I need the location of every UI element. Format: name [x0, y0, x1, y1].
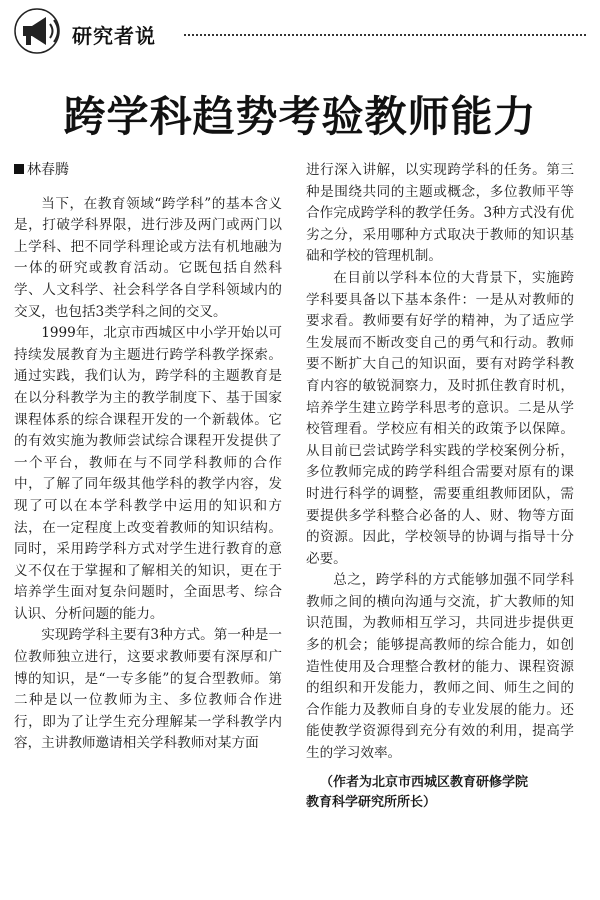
article-title: 跨学科趋势考验教师能力 [63, 92, 537, 141]
paragraph: 总之，跨学科的方式能够加强不同学科教师之间的横向沟通与交流，扩大教师的知识范围，为教师相互学习，共同进步提供更多的机会；能够提高教师的综合能力，如创造性使用及合理整合教材的能力、课程资源的组织和开发能力，教师之间、师生之间的合作能力及教师自身的专业发展的能力。还能使教学资源得到充分有效的利用，提高学生的学习效率。 [306, 572, 574, 762]
section-header [14, 8, 586, 56]
megaphone-icon [14, 8, 70, 54]
signature-line: （作者为北京市西城区教育研修学院 [320, 774, 529, 790]
paragraph-continuation: 进行深入讲解，以实现跨学科的任务。第三种是围绕共同的主题或概念，多位教师平等合作完成跨学科的教学任务。3种方式没有优劣之分，采用哪种方式取决于教师的知识基础和学校的管理机制。 [306, 162, 574, 265]
author-name: 林春腾 [27, 162, 69, 178]
left-column [14, 160, 282, 755]
header-divider [184, 34, 586, 36]
signature-line: 教育科学研究所所长） [306, 794, 437, 810]
right-column [306, 160, 574, 813]
paragraph: 在目前以学科本位的大背景下，实施跨学科要具备以下基本条件：一是从对教师的要求看。教师要有好学的精神，为了适应学生发展而不断改变自己的勇气和行动。教师要不断扩大自己的知识面，要有对跨学科教育内容的敏锐洞察力，及时抓住教育时机，培养学生建立跨学科思考的意识。二是从学校管理看。学校应有相关的政策予以保障。从目前已尝试跨学科实践的学校案例分析，多位教师完成的跨学科组合需要对原有的课时进行科学的调整，需要重组教师团队，需要提供多学科整合必备的人、财、物等方面的资源。因此，学校领导的协调与指导十分必要。 [306, 269, 574, 567]
author-signature [306, 773, 574, 813]
paragraph: 1999年，北京市西城区中小学开始以可持续发展教育为主题进行跨学科教学探索。通过实践，我们认为，跨学科的主题教育是在以分科教学为主的教学制度下、基于国家课程体系的综合课程开发的一个新载体。它的有效实施为教师尝试综合课程开发提供了一个平台，教师在与不同学科教师的合作中，了解了同年级其他学科的教学内容，发现了可以在本学科教学中运用的知识和方法，在一定程度上改变着教师的知识结构。同时，采用跨学科方式对学生进行教育的意义不仅在于掌握和了解相关的知识，更在于培养学生面对复杂问题时，全面思考、综合认识、分析问题的能力。 [14, 325, 282, 622]
paragraph: 当下，在教育领域“跨学科”的基本含义是，打破学科界限，进行涉及两门或两门以上学科、把不同学科理论或方法有机地融为一体的研究或教育活动。它既包括自然科学、人文科学、社会科学各自学科领域内的交叉，也包括3类学科之间的交叉。 [14, 195, 282, 320]
paragraph: 实现跨学科主要有3种方式。第一种是一位教师独立进行，这要求教师要有深厚和广博的知识，是“一专多能”的复合型教师。第二种是以一位教师为主、多位教师合作进行，即为了让学生充分理解某一学科教学内容，主讲教师邀请相关学科教师对某方面 [14, 627, 282, 752]
section-label: 研究者说 [72, 24, 156, 48]
byline-marker [14, 164, 24, 174]
byline [14, 160, 282, 182]
